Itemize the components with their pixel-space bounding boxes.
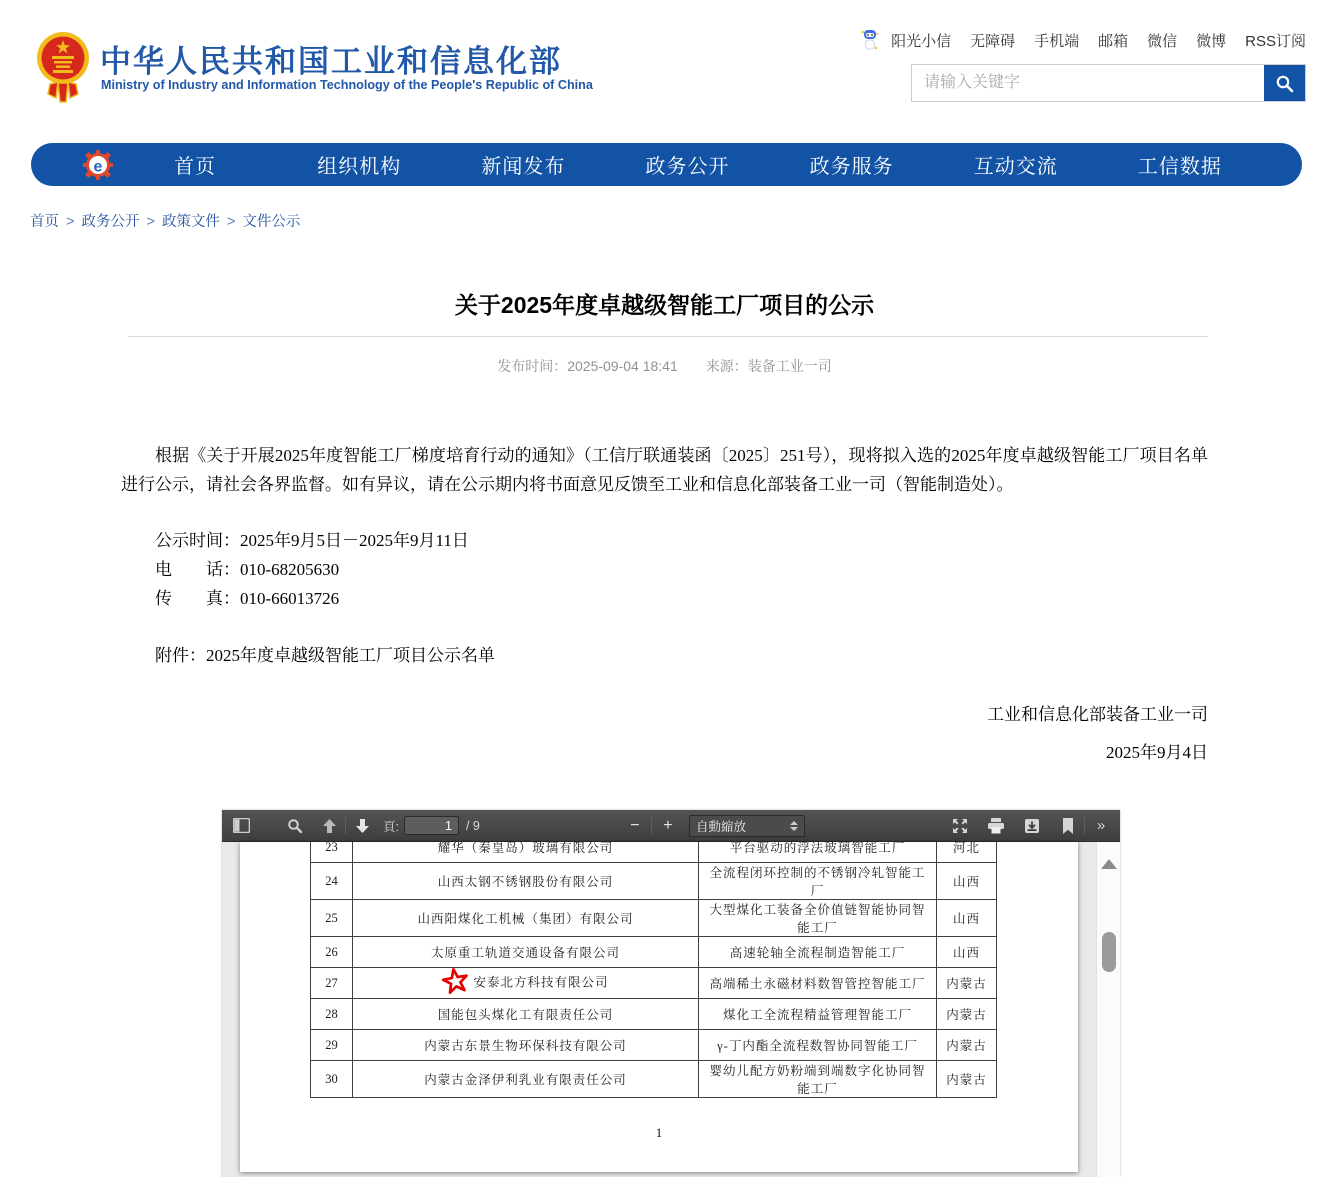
- toolbar-separator: [345, 817, 346, 834]
- page-number-input[interactable]: [404, 816, 459, 835]
- project-cell: γ-丁内酯全流程数智协同智能工厂: [699, 1030, 937, 1061]
- title-divider: [128, 336, 1208, 337]
- page-label: 頁:: [383, 819, 399, 834]
- pdf-toolbar: [222, 810, 1120, 842]
- main-nav: [31, 143, 1302, 186]
- row-number-cell: 28: [311, 999, 353, 1030]
- page-up-icon[interactable]: [316, 814, 342, 838]
- article-meta: [121, 356, 1208, 376]
- pdf-scrollbar[interactable]: [1096, 842, 1120, 1177]
- page-count: / 9: [465, 818, 480, 833]
- breadcrumb-separator: >: [66, 214, 75, 230]
- search-icon: [1275, 74, 1294, 93]
- zoom-out-button[interactable]: −: [630, 816, 640, 834]
- print-icon[interactable]: [983, 814, 1009, 838]
- province-cell: 内蒙古: [937, 968, 997, 999]
- company-name: 山西阳煤化工机械（集团）有限公司: [417, 912, 634, 926]
- nav-mark-icon: [83, 150, 113, 180]
- row-number-cell: 25: [311, 900, 353, 937]
- pdf-viewport: [222, 842, 1120, 1177]
- nav-item[interactable]: 首页: [174, 156, 217, 178]
- province-cell: 内蒙古: [937, 1061, 997, 1098]
- svg-text:e: e: [93, 158, 103, 175]
- article-body: [121, 441, 1208, 670]
- scroll-up-arrow[interactable]: [1101, 859, 1117, 869]
- province-cell: 内蒙古: [937, 1030, 997, 1061]
- page-down-icon[interactable]: [349, 814, 375, 838]
- article-paragraph: 根据《关于开展2025年度智能工厂梯度培育行动的通知》（工信厅联通装函〔2025〕251号），现将拟入选的2025年度卓越级智能工厂项目名单进行公示，请社会各界监督。如有异议，请在公示期内将书面意见反馈至工业和信息化部装备工业一司（智能制造处）。: [121, 446, 1208, 494]
- table-row: [311, 900, 997, 937]
- breadcrumb-item[interactable]: 政策文件: [161, 214, 220, 230]
- table-row: [311, 1061, 997, 1098]
- quick-link[interactable]: RSS订阅: [1245, 32, 1306, 50]
- presentation-mode-icon[interactable]: [947, 814, 973, 838]
- table-row: [311, 1030, 997, 1061]
- download-icon[interactable]: [1019, 814, 1045, 838]
- page-title: 关于2025年度卓越级智能工厂项目的公示: [454, 292, 875, 318]
- company-cell: [353, 968, 699, 999]
- table-row: [311, 968, 997, 999]
- find-icon[interactable]: [282, 814, 308, 838]
- company-cell: [353, 842, 699, 863]
- nav-item[interactable]: 新闻发布: [481, 156, 566, 178]
- site-title: 中华人民共和国工业和信息化部: [100, 44, 562, 79]
- bookmark-icon[interactable]: [1055, 814, 1081, 838]
- row-number-cell: 27: [311, 968, 353, 999]
- pdf-viewer: [222, 810, 1120, 1177]
- project-cell: 高速轮轴全流程制造智能工厂: [699, 937, 937, 968]
- publicity-period-line: 公示时间：2025年9月5日－2025年9月11日: [155, 531, 469, 550]
- project-cell: 婴幼儿配方奶粉端到端数字化协同智能工厂: [699, 1061, 937, 1098]
- robot-icon: [860, 28, 880, 52]
- company-cell: [353, 999, 699, 1030]
- attachment-label: 附件：: [155, 646, 206, 665]
- row-number-cell: 23: [311, 842, 353, 863]
- breadcrumb-item[interactable]: 文件公示: [242, 214, 301, 230]
- site-search: [911, 64, 1306, 102]
- breadcrumb: [30, 210, 300, 231]
- quick-link[interactable]: 手机端: [1034, 32, 1080, 50]
- toolbar-separator: [651, 817, 652, 834]
- nav-item[interactable]: 政务公开: [645, 156, 730, 178]
- company-name: 国能包头煤化工有限责任公司: [437, 1008, 614, 1022]
- project-cell: 高端稀土永磁材料数智管控智能工厂: [699, 968, 937, 999]
- signature-date: 2025年9月4日: [1106, 743, 1208, 762]
- project-cell: 煤化工全流程精益管理智能工厂: [699, 999, 937, 1030]
- nav-item[interactable]: 政务服务: [809, 156, 894, 178]
- row-number-cell: 29: [311, 1030, 353, 1061]
- quick-link[interactable]: 微博: [1196, 32, 1227, 50]
- signature-block: [121, 700, 1208, 763]
- company-cell: [353, 1030, 699, 1061]
- nav-item[interactable]: 工信数据: [1137, 156, 1222, 178]
- province-cell: 山西: [937, 900, 997, 937]
- attachment-line: [121, 641, 1208, 670]
- breadcrumb-item[interactable]: 首页: [30, 214, 59, 230]
- quick-links-bar: [860, 28, 1306, 52]
- table-row: [311, 937, 997, 968]
- zoom-mode-value: 自動縮放: [695, 819, 746, 834]
- more-tools-button[interactable]: »: [1096, 817, 1106, 834]
- company-name: 山西太钢不锈钢股份有限公司: [437, 875, 614, 889]
- national-emblem: [36, 28, 90, 106]
- pdf-page: [240, 842, 1078, 1172]
- province-cell: 内蒙古: [937, 999, 997, 1030]
- company-cell: [353, 937, 699, 968]
- company-name: 耀华（秦皇岛）玻璃有限公司: [437, 842, 614, 855]
- scrollbar-thumb[interactable]: [1102, 932, 1116, 972]
- fax-line: 传 真：010-66013726: [155, 589, 340, 608]
- nav-item[interactable]: 组织机构: [317, 156, 402, 178]
- site-subtitle: Ministry of Industry and Information Technology of the People's Republic of China: [101, 78, 593, 92]
- red-star-annotation: [442, 968, 469, 995]
- breadcrumb-item[interactable]: 政务公开: [81, 214, 140, 230]
- sidebar-toggle-icon[interactable]: [228, 814, 254, 838]
- toolbar-separator: [1084, 817, 1085, 834]
- project-cell: 平台驱动的浮法玻璃智能工厂: [699, 842, 937, 863]
- project-cell: 大型煤化工装备全价值链智能协同智能工厂: [699, 900, 937, 937]
- province-cell: 山西: [937, 937, 997, 968]
- select-spinner-icon: [790, 821, 798, 831]
- zoom-mode-select[interactable]: [689, 815, 805, 837]
- company-name: 内蒙古金泽伊利乳业有限责任公司: [424, 1073, 627, 1087]
- province-cell: 山西: [937, 863, 997, 900]
- row-number-cell: 30: [311, 1061, 353, 1098]
- factory-list-table: [310, 842, 997, 1098]
- quick-link[interactable]: 邮箱: [1098, 32, 1129, 50]
- quick-link[interactable]: 微信: [1147, 32, 1178, 50]
- company-name: 太原重工轨道交通设备有限公司: [430, 946, 620, 960]
- search-input[interactable]: [912, 65, 1264, 101]
- publish-time: 2025-09-04 18:41: [567, 358, 678, 374]
- province-cell: 河北: [937, 842, 997, 863]
- project-cell: 全流程闭环控制的不锈钢冷轧智能工厂: [699, 863, 937, 900]
- attachment-link[interactable]: 2025年度卓越级智能工厂项目公示名单: [206, 646, 495, 665]
- signature-department: 工业和信息化部装备工业一司: [987, 705, 1208, 724]
- quick-link[interactable]: 无障碍: [970, 32, 1016, 50]
- breadcrumb-separator: >: [226, 214, 236, 230]
- row-number-cell: 24: [311, 863, 353, 900]
- phone-line: 电 话：010-68205630: [155, 560, 340, 579]
- source-label: 来源：: [705, 358, 748, 374]
- row-number-cell: 26: [311, 937, 353, 968]
- table-row: [311, 863, 997, 900]
- zoom-in-button[interactable]: +: [663, 816, 673, 834]
- company-name: 安泰北方科技有限公司: [473, 974, 609, 989]
- breadcrumb-separator: >: [146, 214, 155, 230]
- company-cell: [353, 863, 699, 900]
- search-button[interactable]: [1264, 65, 1305, 101]
- table-row: [311, 842, 997, 863]
- source: 装备工业一司: [747, 358, 832, 374]
- table-row: [311, 999, 997, 1030]
- quick-link[interactable]: 阳光小信: [891, 32, 952, 50]
- company-name: 内蒙古东景生物环保科技有限公司: [424, 1039, 627, 1053]
- publish-time-label: 发布时间：: [497, 358, 568, 374]
- company-cell: [353, 1061, 699, 1098]
- pdf-page-number: 1: [655, 1125, 663, 1140]
- company-cell: [353, 900, 699, 937]
- nav-item[interactable]: 互动交流: [973, 156, 1058, 178]
